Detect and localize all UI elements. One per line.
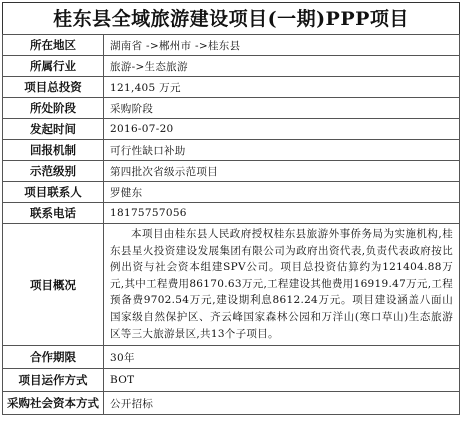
row-label: 所处阶段 [3,98,104,119]
table-row-total-investment [3,77,460,98]
table-row-start-date [3,119,460,140]
table-row-phone [3,203,460,224]
page-title: 桂东县全域旅游建设项目(一期)PPP项目 [2,2,460,34]
row-value: 2016-07-20 [104,119,460,140]
table-row-procurement-method [3,392,460,415]
row-value: 121,405 万元 [104,77,460,98]
table-row-stage [3,98,460,119]
row-value: BOT [104,369,460,392]
project-info-page [0,2,462,442]
table-row-return-mechanism [3,140,460,161]
table-row-region [3,35,460,56]
table-row-industry [3,56,460,77]
project-overview-text: 本项目由桂东县人民政府授权桂东县旅游外事侨务局为实施机构,桂东县星火投资建设发展集团有限公司为政府出资代表,负责代表政府按比例出资与社会资本组建SPV公司。项目总投资估算约为121404.88万元,其中工程费用86170.63万元,工程建设其他费用16919.47万元,工程预备费9702.54万元,建设期利息8612.24万元。项目建设涵盖八面山国家级自然保护区、齐云峰国家森林公园和万洋山(寒口草山)生态旅游区等三大旅游景区,共13个子项目。 [104,224,460,346]
row-value: 30年 [104,346,460,369]
row-label: 项目概况 [3,224,104,346]
row-value: 罗健东 [104,182,460,203]
row-label: 项目总投资 [3,77,104,98]
row-label: 项目联系人 [3,182,104,203]
table-row-overview [3,224,460,346]
row-label: 合作期限 [3,346,104,369]
row-value: 18175757056 [104,203,460,224]
row-value: 第四批次省级示范项目 [104,161,460,182]
table-row-term [3,346,460,369]
row-label: 发起时间 [3,119,104,140]
row-value: 湖南省 ->郴州市 ->桂东县 [104,35,460,56]
row-label: 联系电话 [3,203,104,224]
table-row-contact [3,182,460,203]
row-label: 项目运作方式 [3,369,104,392]
row-label: 采购社会资本方式 [3,392,104,415]
row-label: 示范级别 [3,161,104,182]
project-info-table [2,34,460,415]
row-value: 可行性缺口补助 [104,140,460,161]
row-label: 所属行业 [3,56,104,77]
row-value: 公开招标 [104,392,460,415]
table-row-operation-mode [3,369,460,392]
row-value: 旅游->生态旅游 [104,56,460,77]
row-label: 所在地区 [3,35,104,56]
row-label: 回报机制 [3,140,104,161]
row-value: 采购阶段 [104,98,460,119]
table-row-demo-level [3,161,460,182]
